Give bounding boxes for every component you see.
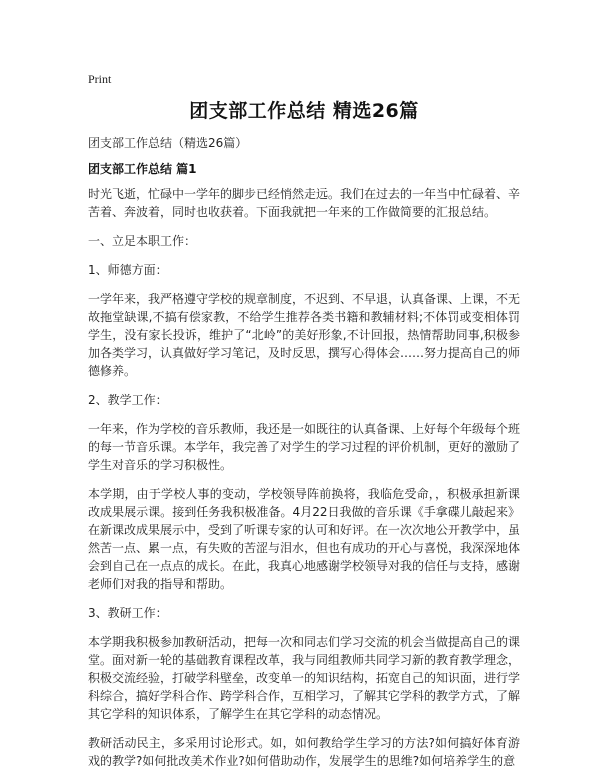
paragraph: 1、师德方面：: [88, 263, 168, 277]
paragraph: 3、教研工作：: [88, 606, 168, 620]
paragraph: 本学期我积极参加教研活动，把每一次和同志们学习交流的机会当做提高自己的课堂。面对新一轮的基础教育课程改革，我与同组教师共同学习新的教育教学理念，积极交流经验，打破学科壁垒，改变单一的知识结构，拓宽自己的知识面，进行学科综合，搞好学科合作、跨学科合作，互相学习，了解其它学科的教学方式，了解其它学科的知识体系，了解学生在其它学科的动态情况。: [88, 635, 521, 721]
paragraph: 教研活动民主，多采用讨论形式。如，如何教给学生学习的方法?如何搞好体育游戏的教学?如何批改美术作业?如何借助动作，发展学生的思维?如何培养学生的意: [88, 736, 520, 768]
print-label[interactable]: Print: [88, 72, 112, 86]
section-heading: 团支部工作总结 篇1: [88, 162, 197, 176]
paragraph: 时光飞逝，忙碌中一学年的脚步已经悄然走远。我们在过去的一年当中忙碌着、辛苦着、奔波着，同时也收获着。下面我就把一年来的工作做简要的汇报总结。: [88, 187, 521, 219]
document-subtitle: 团支部工作总结（精选26篇）: [88, 136, 248, 150]
document-title: 团支部工作总结 精选26篇: [189, 100, 419, 122]
paragraph: 一学年来，我严格遵守学校的规章制度，不迟到、不早退，认真备课、上课，不无故拖堂缺课,不搞有偿家教，不给学生推荐各类书籍和教辅材料;不体罚或变相体罚学生，没有家长投诉，维护了“北岭”的美好形象,不计回报，热情帮助同事,积极参加各类学习，认真做好学习笔记，及时反思，撰写心得体会……努力提高自己的师德修养。: [88, 292, 521, 378]
paragraph: 2、教学工作：: [88, 393, 168, 407]
paragraph: 一、立足本职工作：: [88, 234, 197, 248]
paragraph: 本学期，由于学校人事的变动，学校领导阵前换将，我临危受命，，积极承担新课改成果展示课。接到任务我积极准备。4月22日我做的音乐课《手拿碟儿敲起来》在新课改成果展示中，受到了听课专家的认可和好评。在一次次地公开教学中，虽然苦一点、累一点，有失败的苦涩与泪水，但也有成功的开心与喜悦，我深深地体会到自己在一点点的成长。在此，我真心地感谢学校领导对我的信任与支持，感谢老师们对我的指导和帮助。: [88, 487, 521, 591]
document-body: [88, 185, 520, 781]
paragraph: 一年来，作为学校的音乐教师，我还是一如既往的认真备课、上好每个年级每个班的每一节音乐课。本学年，我完善了对学生的学习过程的评价机制，更好的激励了学生对音乐的学习积极性。: [88, 422, 521, 472]
